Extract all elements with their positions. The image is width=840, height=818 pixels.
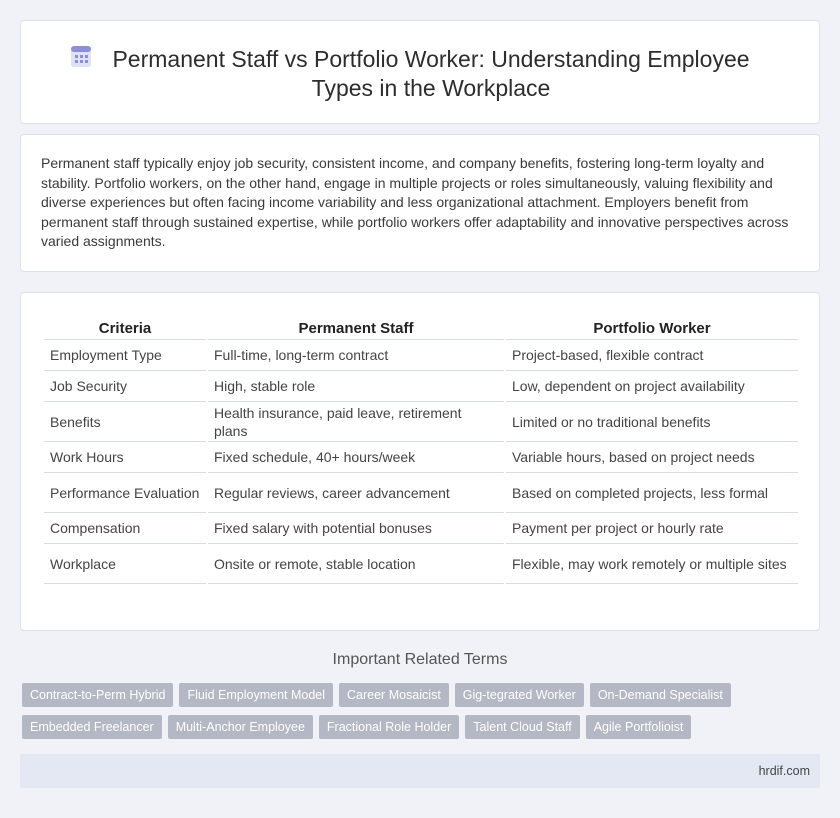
table-cell: Compensation xyxy=(44,513,206,544)
table-cell: Benefits xyxy=(44,402,206,442)
table-cell: Payment per project or hourly rate xyxy=(506,513,798,544)
tag-row xyxy=(22,683,822,707)
table-cell: Job Security xyxy=(44,371,206,402)
intro-paragraph: Permanent staff typically enjoy job security, consistent income, and company benefits, fostering long-term loyalty and stability. Portfolio workers, on the other hand, engage in multiple projects or roles simultaneously, valuing flexibility and diverse experiences but often facing income variability and less organizational attachment. Employers benefit from permanent staff through sustained expertise, while portfolio workers offer adaptability and innovative perspectives across varied assignments. xyxy=(41,155,789,250)
table-cell: Fixed salary with potential bonuses xyxy=(208,513,504,544)
related-term-tag[interactable]: Fluid Employment Model xyxy=(179,683,333,707)
related-term-tag[interactable]: Gig-tegrated Worker xyxy=(455,683,584,707)
table-cell: Performance Evaluation xyxy=(44,473,206,513)
column-header-criteria: Criteria xyxy=(44,314,206,340)
related-term-tag[interactable]: Agile Portfolioist xyxy=(586,715,692,739)
table-cell: Limited or no traditional benefits xyxy=(506,402,798,442)
table-row xyxy=(44,340,798,371)
table-row xyxy=(44,473,798,513)
table-cell: Project-based, flexible contract xyxy=(506,340,798,371)
table-header-row xyxy=(44,314,798,340)
table-row xyxy=(44,544,798,584)
table-cell: Workplace xyxy=(44,544,206,584)
related-terms-tags xyxy=(22,683,822,747)
related-term-tag[interactable]: Embedded Freelancer xyxy=(22,715,162,739)
table-cell: Variable hours, based on project needs xyxy=(506,442,798,473)
related-term-tag[interactable]: On-Demand Specialist xyxy=(590,683,731,707)
table-cell: Regular reviews, career advancement xyxy=(208,473,504,513)
page-title: Permanent Staff vs Portfolio Worker: Understanding Employee Types in the Workplace xyxy=(112,46,750,101)
related-term-tag[interactable]: Multi-Anchor Employee xyxy=(168,715,313,739)
table-cell: Low, dependent on project availability xyxy=(506,371,798,402)
table-cell: Full-time, long-term contract xyxy=(208,340,504,371)
comparison-table-card xyxy=(20,292,820,631)
table-cell: Fixed schedule, 40+ hours/week xyxy=(208,442,504,473)
table-row xyxy=(44,371,798,402)
related-term-tag[interactable]: Fractional Role Holder xyxy=(319,715,459,739)
header-card xyxy=(20,20,820,124)
table-cell: High, stable role xyxy=(208,371,504,402)
table-cell: Employment Type xyxy=(44,340,206,371)
table-cell: Health insurance, paid leave, retirement plans xyxy=(208,402,504,442)
tag-row xyxy=(22,715,822,739)
column-header-permanent-staff: Permanent Staff xyxy=(208,314,504,340)
related-terms-title: Important Related Terms xyxy=(332,651,508,668)
table-cell: Onsite or remote, stable location xyxy=(208,544,504,584)
table-cell: Based on completed projects, less formal xyxy=(506,473,798,513)
comparison-table xyxy=(42,314,800,584)
column-header-portfolio-worker: Portfolio Worker xyxy=(506,314,798,340)
table-row xyxy=(44,442,798,473)
table-row xyxy=(44,513,798,544)
related-term-tag[interactable]: Contract-to-Perm Hybrid xyxy=(22,683,173,707)
related-term-tag[interactable]: Career Mosaicist xyxy=(339,683,449,707)
table-row xyxy=(44,402,798,442)
related-term-tag[interactable]: Talent Cloud Staff xyxy=(465,715,579,739)
title-wrap xyxy=(21,45,821,103)
footer-site-link[interactable]: hrdif.com xyxy=(758,764,810,778)
table-cell: Flexible, may work remotely or multiple sites xyxy=(506,544,798,584)
intro-card xyxy=(20,134,820,272)
footer xyxy=(20,754,820,788)
table-cell: Work Hours xyxy=(44,442,206,473)
